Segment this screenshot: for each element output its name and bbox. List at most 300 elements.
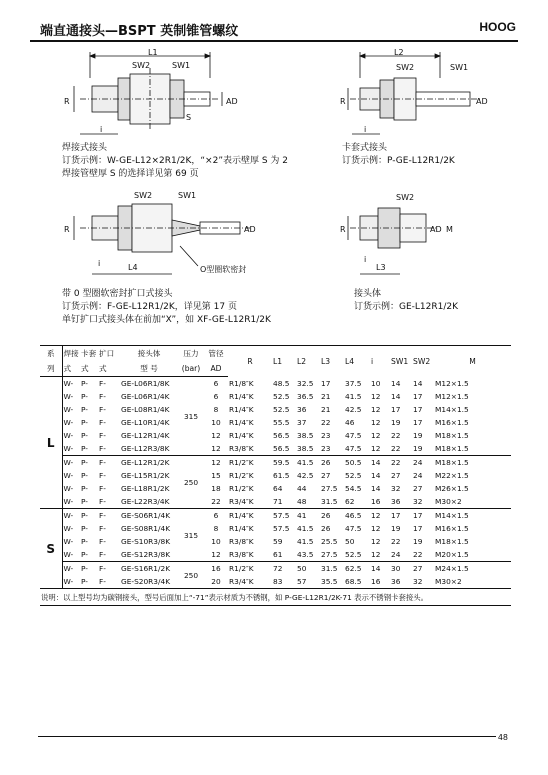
cell-SW1: 19 <box>391 418 401 427</box>
cell-pipe-od: 20 <box>204 575 228 589</box>
cell-flared: F- <box>99 431 106 440</box>
cell-flared: F- <box>98 575 120 589</box>
cell-flared: F- <box>98 442 120 456</box>
cell-ferrule: P- <box>80 575 98 589</box>
body-caption-example: 订货示例：GE-L12R1/2K <box>354 302 459 312</box>
cell-i: 16 <box>370 575 390 589</box>
cell-L1: 71 <box>272 495 296 509</box>
cell-M: M26×1.5 <box>435 484 469 493</box>
table-row <box>40 403 511 416</box>
cell-L4: 42.5 <box>345 405 362 414</box>
cell-ferrule: P- <box>81 392 88 401</box>
cell-L4: 52.5 <box>344 548 370 562</box>
cell-L3: 22 <box>321 418 331 427</box>
cell-SW1: 36 <box>390 495 412 509</box>
cell-body-model: GE-S10R3/8K <box>121 537 171 546</box>
cell-SW2: 19 <box>412 442 434 456</box>
pressure-cell: 250 <box>178 562 204 589</box>
cell-flared: F- <box>99 484 106 493</box>
dim-SW2: SW2 <box>134 191 153 200</box>
col-L4: L4 <box>344 346 370 377</box>
cell-body-model: GE-L10R1/4K <box>121 418 170 427</box>
page-header <box>30 0 518 38</box>
cell-M: M14×1.5 <box>435 405 469 414</box>
cell-M: M24×1.5 <box>435 564 469 573</box>
cell-welded: W- <box>63 431 74 440</box>
cell-L2: 44 <box>297 484 307 493</box>
table-row <box>40 535 511 548</box>
cell-SW1: 22 <box>390 442 412 456</box>
cell-L1: 64 <box>273 484 283 493</box>
cell-flared: F- <box>99 458 106 467</box>
cell-i: 14 <box>371 458 381 467</box>
cell-welded: W- <box>62 575 80 589</box>
cell-welded: W- <box>62 548 80 562</box>
cell-flared: F- <box>99 471 106 480</box>
ferrule-caption-example: 订货示例：P-GE-L12R1/2K <box>342 156 455 166</box>
dim-L3: L3 <box>376 263 386 272</box>
cell-flared: F- <box>99 379 106 388</box>
cell-SW2: 19 <box>413 431 423 440</box>
cell-pipe-od: 12 <box>204 548 228 562</box>
table-note: 说明：以上型号均为碳钢接头，型号后面加上“-71”表示材质为不锈钢，如 P-GE-L12R1/2K-71 表示不锈钢卡套接头。 <box>40 589 511 606</box>
dim-SW2: SW2 <box>396 193 415 202</box>
cell-pipe-od: 12 <box>211 458 221 467</box>
cell-i: 10 <box>371 378 381 388</box>
table-row <box>40 562 511 576</box>
pressure-cell: 315 <box>178 377 204 456</box>
cell-L2: 38.5 <box>296 442 320 456</box>
cell-welded: W- <box>63 471 74 480</box>
cell-SW1: 22 <box>391 537 401 546</box>
col-ferrule-2: 式 <box>80 361 98 377</box>
cell-thread-R: R1/4″K <box>229 405 254 414</box>
col-series: 系 <box>40 346 62 362</box>
cell-L1: 57.5 <box>273 524 290 533</box>
cell-i: 12 <box>371 524 381 533</box>
cell-thread-R: R1/4″K <box>229 418 254 427</box>
cell-body-model: GE-L12R1/4K <box>121 431 170 440</box>
cell-L1: 55.5 <box>273 418 290 427</box>
cell-L3: 31.5 <box>321 564 338 573</box>
ferrule-caption-title: 卡套式接头 <box>342 143 388 153</box>
cell-SW2: 24 <box>413 458 423 467</box>
cell-M: M18×1.5 <box>435 458 469 467</box>
cell-L3: 17 <box>321 378 331 388</box>
cell-i: 12 <box>371 511 381 520</box>
welded-connector-drawing <box>60 48 270 140</box>
col-L1: L1 <box>272 346 296 377</box>
cell-i: 12 <box>371 405 381 414</box>
dim-SW2: SW2 <box>132 61 151 70</box>
cell-body-model: GE-S06R1/4K <box>121 511 171 520</box>
cell-i: 12 <box>370 442 390 456</box>
col-SW1: SW1 <box>390 346 412 377</box>
cell-L4: 52.5 <box>345 471 362 480</box>
cell-pipe-od: 6 <box>213 511 219 520</box>
flared-caption-example: 订货示例：F-GE-L12R1/2K，详见第 17 页 <box>62 302 237 312</box>
cell-ferrule: P- <box>81 564 88 573</box>
cell-L3: 25.5 <box>321 537 338 546</box>
cell-L2: 36 <box>297 405 307 414</box>
cell-L3: 26 <box>321 458 331 467</box>
table-note-row <box>40 589 511 606</box>
cell-body-model: GE-S08R1/4K <box>121 524 171 533</box>
dim-AD: AD <box>226 97 238 106</box>
cell-L1: 61.5 <box>273 471 290 480</box>
table-row <box>40 429 511 442</box>
dim-SW1: SW1 <box>178 191 197 200</box>
dim-L1: L1 <box>148 48 158 57</box>
cell-L4: 50.5 <box>345 458 362 467</box>
cell-i: 14 <box>371 471 381 480</box>
cell-L1: 57.5 <box>273 511 290 520</box>
cell-SW2: 17 <box>413 405 423 414</box>
table-header-row-1 <box>40 346 511 362</box>
flared-connector-drawing <box>60 186 280 282</box>
cell-thread-R: R1/2″K <box>229 458 254 467</box>
cell-flared: F- <box>99 537 106 546</box>
cell-SW1: 24 <box>390 548 412 562</box>
cell-M: M30×2 <box>434 495 511 509</box>
cell-body-model: GE-L06R1/8K <box>121 379 170 388</box>
cell-L1: 52.5 <box>273 392 290 401</box>
col-body-2: 型 号 <box>120 361 178 377</box>
cell-body-model: GE-L06R1/4K <box>121 392 170 401</box>
cell-L2: 32.5 <box>297 378 314 388</box>
cell-M: M22×1.5 <box>435 471 469 480</box>
cell-SW2: 24 <box>413 471 423 480</box>
spec-table-body <box>40 377 511 589</box>
cell-L3: 31.5 <box>320 495 344 509</box>
cell-thread-R: R1/4″K <box>229 392 254 401</box>
cell-L4: 54.5 <box>345 484 362 493</box>
cell-ferrule: P- <box>81 537 88 546</box>
cell-pipe-od: 12 <box>204 442 228 456</box>
dim-SW1: SW1 <box>172 61 191 70</box>
cell-welded: W- <box>63 564 74 573</box>
cell-M: M20×1.5 <box>434 548 511 562</box>
cell-M: M18×1.5 <box>435 537 469 546</box>
cell-L4: 47.5 <box>344 442 370 456</box>
col-M: M <box>434 346 511 377</box>
cell-flared: F- <box>99 564 106 573</box>
pressure-cell: 250 <box>178 456 204 509</box>
cell-L1: 52.5 <box>273 405 290 414</box>
col-L2: L2 <box>296 346 320 377</box>
ferrule-connector-drawing <box>340 48 500 140</box>
cell-SW1: 22 <box>391 431 401 440</box>
cell-body-model: GE-L12R3/8K <box>120 442 178 456</box>
cell-L3: 21 <box>321 392 331 401</box>
cell-L2: 43.5 <box>296 548 320 562</box>
cell-SW1: 17 <box>391 405 401 414</box>
cell-L3: 26 <box>321 511 331 520</box>
cell-body-model: GE-L15R1/2K <box>121 471 170 480</box>
cell-L1: 56.5 <box>273 431 290 440</box>
col-R: R <box>228 346 272 377</box>
header-rule <box>30 40 518 42</box>
cell-L2: 38.5 <box>297 431 314 440</box>
cell-body-model: GE-L18R1/2K <box>121 484 170 493</box>
cell-L4: 47.5 <box>345 431 362 440</box>
welded-caption-title: 焊接式接头 <box>62 143 108 153</box>
cell-i: 16 <box>370 495 390 509</box>
table-row <box>40 575 511 589</box>
cell-thread-R: R1/2″K <box>229 471 254 480</box>
cell-SW1: 27 <box>391 471 401 480</box>
table-row <box>40 390 511 403</box>
cell-flared: F- <box>98 495 120 509</box>
cell-M: M30×2 <box>434 575 511 589</box>
cell-thread-R: R3/8″K <box>229 537 254 546</box>
cell-L4: 68.5 <box>344 575 370 589</box>
cell-welded: W- <box>63 379 74 388</box>
cell-SW2: 22 <box>412 548 434 562</box>
cell-L3: 35.5 <box>320 575 344 589</box>
brand-logo-text: HOOG <box>479 20 516 34</box>
col-i: i <box>370 346 390 377</box>
cell-body-model: GE-L22R3/4K <box>120 495 178 509</box>
cell-ferrule: P- <box>81 511 88 520</box>
cell-pipe-od: 6 <box>213 379 219 388</box>
cell-ferrule: P- <box>80 442 98 456</box>
cell-SW1: 19 <box>391 524 401 533</box>
col-welded-2: 式 <box>62 361 80 377</box>
cell-body-model: GE-L12R1/2K <box>121 458 170 467</box>
cell-L2: 50 <box>297 564 307 573</box>
welded-caption <box>62 142 288 181</box>
dim-AD: AD <box>430 225 442 234</box>
cell-thread-R: R3/8″K <box>228 548 272 562</box>
cell-i: 12 <box>371 392 381 401</box>
page-title: 端直通接头—BSPT 英制锥管螺纹 <box>40 24 239 39</box>
table-row <box>40 456 511 470</box>
dim-i: i <box>364 125 367 134</box>
cell-SW1: 14 <box>391 392 401 401</box>
footer-rule <box>38 736 496 737</box>
cell-L2: 36.5 <box>297 392 314 401</box>
cell-i: 12 <box>371 418 381 427</box>
cell-L2: 41.5 <box>297 458 314 467</box>
cell-thread-R: R1/4″K <box>229 431 254 440</box>
series-label: L <box>40 377 62 509</box>
cell-L1: 56.5 <box>272 442 296 456</box>
cell-pipe-od: 10 <box>211 537 221 546</box>
cell-M: M12×1.5 <box>435 378 469 388</box>
cell-i: 14 <box>371 564 381 573</box>
cell-SW2: 17 <box>413 511 423 520</box>
cell-SW1: 32 <box>391 484 401 493</box>
cell-L2: 41 <box>297 511 307 520</box>
cell-pipe-od: 15 <box>211 471 221 480</box>
dim-L4: L4 <box>128 263 138 272</box>
cell-M: M18×1.5 <box>435 431 469 440</box>
cell-welded: W- <box>63 511 74 520</box>
cell-L1: 83 <box>272 575 296 589</box>
cell-L2: 48 <box>296 495 320 509</box>
cell-L2: 37 <box>297 418 307 427</box>
cell-L1: 48.5 <box>273 378 290 388</box>
welded-caption-example: 订货示例：W-GE-L12×2R1/2K，“×2”表示壁厚 S 为 2 <box>62 156 289 166</box>
table-row <box>40 377 511 391</box>
cell-L1: 59.5 <box>273 458 290 467</box>
cell-L2: 57 <box>296 575 320 589</box>
cell-thread-R: R3/4″K <box>228 575 272 589</box>
dim-L2: L2 <box>394 48 404 57</box>
dim-i: i <box>98 259 101 268</box>
cell-flared: F- <box>99 524 106 533</box>
cell-pipe-od: 8 <box>213 405 219 414</box>
cell-i: 12 <box>371 431 381 440</box>
cell-L4: 46.5 <box>345 511 362 520</box>
cell-flared: F- <box>98 548 120 562</box>
cell-SW2: 27 <box>413 484 423 493</box>
col-series-2: 列 <box>40 361 62 377</box>
cell-thread-R: R1/2″K <box>229 484 254 493</box>
cell-ferrule: P- <box>81 524 88 533</box>
col-body: 接头体 <box>120 346 178 362</box>
series-label: S <box>40 509 62 589</box>
cell-welded: W- <box>63 484 74 493</box>
cell-thread-R: R1/4″K <box>229 511 254 520</box>
col-pressure: 压力 <box>178 346 204 362</box>
cell-i: 12 <box>371 537 381 546</box>
cell-body-model: GE-S20R3/4K <box>120 575 178 589</box>
cell-welded: W- <box>63 537 74 546</box>
table-row <box>40 522 511 535</box>
table-row <box>40 442 511 456</box>
cell-ferrule: P- <box>81 418 88 427</box>
cell-L4: 62.5 <box>345 564 362 573</box>
cell-L3: 27.5 <box>321 484 338 493</box>
welded-caption-note: 焊接管壁厚 S 的选择详见第 69 页 <box>62 169 199 179</box>
cell-welded: W- <box>63 405 74 414</box>
cell-thread-R: R3/8″K <box>228 442 272 456</box>
body-caption <box>354 288 458 314</box>
cell-ferrule: P- <box>81 431 88 440</box>
flared-caption-title: 带 0 型圈软密封扩口式接头 <box>62 289 173 299</box>
dim-R: R <box>340 97 346 106</box>
col-pressure-2: (bar) <box>178 361 204 377</box>
cell-flared: F- <box>99 418 106 427</box>
cell-L4: 41.5 <box>345 392 362 401</box>
pressure-cell: 315 <box>178 509 204 562</box>
cell-ferrule: P- <box>81 405 88 414</box>
cell-ferrule: P- <box>80 548 98 562</box>
cell-body-model: GE-S12R3/8K <box>120 548 178 562</box>
cell-pipe-od: 18 <box>211 484 221 493</box>
dim-AD: AD <box>476 97 488 106</box>
cell-L3: 27.5 <box>320 548 344 562</box>
cell-flared: F- <box>99 511 106 520</box>
cell-pipe-od: 8 <box>213 524 219 533</box>
dim-SW2: SW2 <box>396 63 415 72</box>
col-L3: L3 <box>320 346 344 377</box>
dim-S: S <box>186 113 192 122</box>
cell-M: M18×1.5 <box>434 442 511 456</box>
cell-welded: W- <box>63 458 74 467</box>
cell-SW2: 32 <box>412 575 434 589</box>
cell-SW2: 17 <box>413 392 423 401</box>
cell-welded: W- <box>62 495 80 509</box>
cell-body-model: GE-L08R1/4K <box>121 405 170 414</box>
cell-L1: 61 <box>272 548 296 562</box>
dim-M: M <box>446 225 453 234</box>
cell-welded: W- <box>63 392 74 401</box>
cell-M: M16×1.5 <box>435 418 469 427</box>
dim-i: i <box>364 255 367 264</box>
cell-L4: 47.5 <box>345 524 362 533</box>
cell-thread-R: R1/8″K <box>229 378 254 388</box>
table-row <box>40 416 511 429</box>
col-welded: 焊接 <box>62 346 80 362</box>
cell-i: 14 <box>371 484 381 493</box>
cell-i: 12 <box>370 548 390 562</box>
dim-R: R <box>340 225 346 234</box>
col-pipe-od-2: AD <box>204 361 228 377</box>
cell-L1: 59 <box>273 537 283 546</box>
body-caption-title: 接头体 <box>354 289 382 299</box>
col-SW2: SW2 <box>412 346 434 377</box>
dim-i: i <box>100 125 103 134</box>
connector-body-drawing <box>340 186 480 282</box>
cell-SW1: 22 <box>391 458 401 467</box>
cell-pipe-od: 6 <box>213 392 219 401</box>
dim-SW1: SW1 <box>450 63 469 72</box>
cell-SW2: 19 <box>413 537 423 546</box>
cell-ferrule: P- <box>80 495 98 509</box>
cell-flared: F- <box>99 392 106 401</box>
cell-M: M14×1.5 <box>435 511 469 520</box>
cell-L3: 23 <box>320 442 344 456</box>
table-row <box>40 548 511 562</box>
cell-SW2: 27 <box>413 564 423 573</box>
col-ferrule: 卡套 <box>80 346 98 362</box>
col-flared: 扩口 <box>98 346 120 362</box>
cell-pipe-od: 12 <box>211 431 221 440</box>
table-row <box>40 495 511 509</box>
cell-thread-R: R1/2″K <box>229 564 254 573</box>
table-row <box>40 509 511 523</box>
cell-SW1: 36 <box>390 575 412 589</box>
oring-label: O型圈软密封 <box>200 265 247 274</box>
cell-L4: 62 <box>344 495 370 509</box>
ferrule-caption <box>342 142 455 168</box>
flared-caption-note: 单钉扩口式接头体在前加“X”，如 XF-GE-L12R1/2K <box>62 315 271 325</box>
cell-welded: W- <box>63 418 74 427</box>
col-pipe-od: 管径 <box>204 346 228 362</box>
cell-pipe-od: 22 <box>204 495 228 509</box>
col-flared-2: 式 <box>98 361 120 377</box>
cell-SW1: 30 <box>391 564 401 573</box>
cell-L3: 21 <box>321 405 331 414</box>
cell-SW1: 14 <box>391 378 401 388</box>
cell-L2: 41.5 <box>297 524 314 533</box>
cell-L3: 23 <box>321 431 331 440</box>
cell-L4: 37.5 <box>345 378 362 388</box>
cell-SW2: 17 <box>413 524 423 533</box>
flared-caption <box>62 288 271 327</box>
cell-ferrule: P- <box>81 458 88 467</box>
page-number: 48 <box>497 733 508 742</box>
dim-AD: AD <box>244 225 256 234</box>
dim-R: R <box>64 225 70 234</box>
cell-flared: F- <box>99 405 106 414</box>
cell-welded: W- <box>63 524 74 533</box>
cell-L1: 72 <box>273 564 283 573</box>
cell-SW1: 17 <box>391 511 401 520</box>
